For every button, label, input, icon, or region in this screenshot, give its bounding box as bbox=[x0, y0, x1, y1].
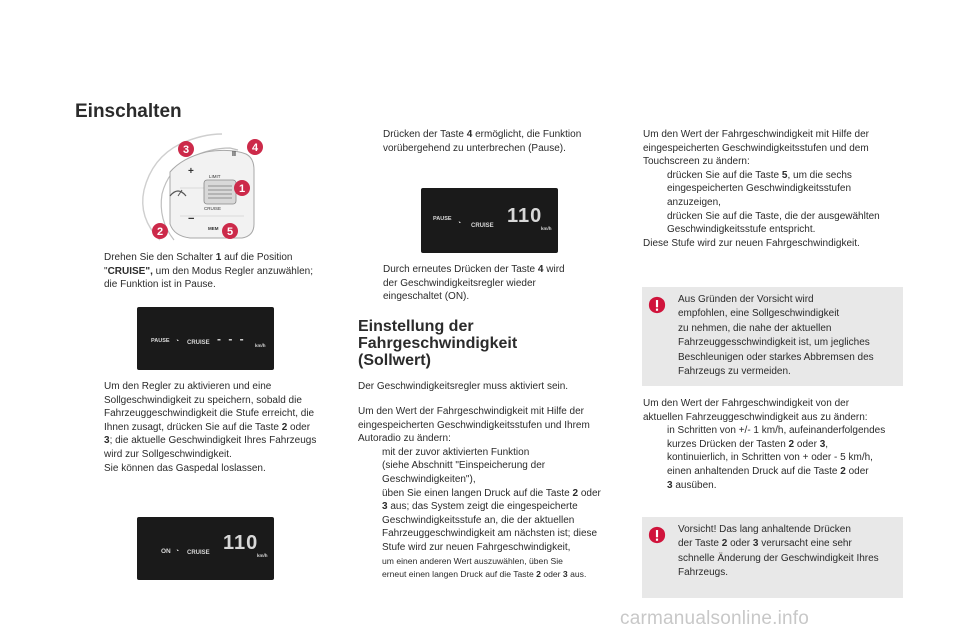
display-unit: km/h bbox=[257, 553, 268, 558]
col2-paragraph-2: Um den Wert der Fahrgeschwindigkeit mit Hilfe der eingespeicherten Geschwindigkeitsstufen und Ihrem Autoradio zu ändern: mit der zuvor aktivierten Funktion (siehe Abschnitt "Einspeicherung der Geschwindigkeiten"), üben Sie einen langen Druck auf die Taste 2 oder 3 aus; das System zeigt die eingespeicherte Geschwindigkeitsstufe an, die der aktuellen Fahrzeuggeschwindigkeit am nächsten ist; diese Stufe wird zur neuen Fahrgeschwindigkeit, um einen anderen Wert auszuwählen, üben Sie erneut einen langen Druck auf die Taste 2 oder 3 aus. bbox=[358, 405, 633, 582]
svg-text:1: 1 bbox=[238, 183, 246, 195]
col1-bullet-1 bbox=[80, 251, 342, 292]
watermark: carmanualsonline.info bbox=[620, 608, 810, 629]
display-cruise-text: CRUISE bbox=[187, 340, 210, 346]
display-pause-text: PAUSE bbox=[433, 216, 452, 222]
display-unit: km/h bbox=[255, 343, 266, 348]
badge-3 bbox=[178, 141, 194, 157]
pause-label: II bbox=[232, 151, 236, 158]
display-speed-value: 110 bbox=[507, 205, 543, 227]
display-cruise-text: CRUISE bbox=[471, 223, 494, 229]
list-item: mit der zuvor aktivierten Funktion (siehe Abschnitt "Einspeicherung der Geschwindigkeiten"), bbox=[382, 446, 546, 485]
cruise-display-pause-dashes bbox=[137, 307, 274, 370]
svg-text:5: 5 bbox=[226, 226, 234, 238]
speedometer-icon: ◔ bbox=[175, 548, 180, 555]
warning-text: Vorsicht! Das lang anhaltende Drücken der Taste 2 oder 3 verursacht eine sehr schnelle Änderung der Geschwindigkeit Ihres Fahrzeugs. bbox=[678, 524, 879, 579]
section-title-einstellung: Einstellung der Fahrgeschwindigkeit (Sollwert) bbox=[358, 318, 518, 369]
section-title-einschalten: Einschalten bbox=[75, 101, 182, 122]
badge-1 bbox=[234, 180, 250, 196]
list-item: üben Sie einen langen Druck auf die Taste 2 oder 3 aus; das System zeigt die eingespeicherte Geschwindigkeitsstufe an, die der aktuellen Fahrzeuggeschwindigkeit am nächsten ist; diese Stufe wird zur neuen Fahrgeschwindigkeit, bbox=[382, 487, 601, 553]
warning-text: Aus Gründen der Vorsicht wird empfohlen, eine Sollgeschwindigkeit zu nehmen, die nahe der aktuellen Fahrzeuggesschwindigkeit ist, um jegliches Beschleunigen oder starkes Abbremsen des Fahrzeugs zu vermeiden. bbox=[678, 294, 874, 378]
display-unit: km/h bbox=[541, 226, 552, 231]
list-item: Drehen Sie den Schalter 1 auf die Position "CRUISE", um den Modus Regler anzuwählen; die Funktion ist in Pause. bbox=[104, 252, 313, 291]
display-speed-value: 110 bbox=[223, 532, 259, 554]
col3-paragraph-2: Um den Wert der Fahrgeschwindigkeit von der aktuellen Fahrzeuggeschwindigkeit aus zu ändern: in Schritten von +/- 1 km/h, aufeinanderfolgendes kurzes Drücken der Tasten 2 oder 3, kontinuierlich, in Schritten von + oder - 5 km/h, einen anhaltenden Druck auf die Taste 2 oder 3 ausüben. bbox=[643, 397, 918, 492]
mem-label: MEM bbox=[208, 226, 219, 231]
list-item: Drücken der Taste 4 ermöglicht, die Funktion vorübergehend zu unterbrechen (Pause). bbox=[383, 129, 582, 154]
warning-box-caution bbox=[642, 287, 903, 386]
list-item: drücken Sie auf die Taste, die der ausgewählten Geschwindigkeitsstufe entspricht. bbox=[667, 210, 880, 236]
col2-bullet-1 bbox=[359, 128, 629, 155]
display-on-text: ON bbox=[161, 548, 171, 555]
speedometer-icon: ◔ bbox=[175, 338, 180, 345]
warning-box-vorsicht bbox=[642, 517, 903, 598]
col1-bullet-2 bbox=[80, 380, 352, 475]
col2-paragraph-1: Der Geschwindigkeitsregler muss aktiviert sein. bbox=[358, 381, 569, 392]
display-cruise-text: CRUISE bbox=[187, 550, 210, 556]
plus-label: + bbox=[188, 166, 194, 177]
warning-exclamation-icon bbox=[648, 526, 666, 544]
display-speed-value: - - - bbox=[217, 332, 246, 346]
warning-exclamation-icon bbox=[648, 296, 666, 314]
steering-wheel-controls-illustration bbox=[130, 128, 278, 246]
list-item: drücken Sie auf die Taste 5, um die sechs eingespeicherten Geschwindigkeitsstufen anzuzeigen, bbox=[667, 169, 852, 208]
badge-4 bbox=[247, 139, 263, 155]
col2-bullet-2 bbox=[359, 263, 629, 304]
badge-5 bbox=[222, 223, 238, 239]
list-item: um einen anderen Wert auszuwählen, üben Sie erneut einen langen Druck auf die Taste 2 oder 3 aus. bbox=[382, 555, 587, 580]
list-item: Durch erneutes Drücken der Taste 4 wird der Geschwindigkeitsregler wieder eingeschaltet (ON). bbox=[383, 264, 565, 303]
cruise-label: CRUISE bbox=[204, 206, 222, 211]
cruise-display-on-110 bbox=[137, 517, 274, 580]
list-item: kontinuierlich, in Schritten von + oder - 5 km/h, einen anhaltenden Druck auf die Taste 2 oder 3 ausüben. bbox=[667, 452, 873, 491]
svg-text:3: 3 bbox=[182, 144, 190, 156]
svg-text:2: 2 bbox=[156, 226, 164, 238]
minus-label: − bbox=[188, 213, 195, 225]
badge-2 bbox=[152, 223, 168, 239]
col3-paragraph-1: Um den Wert der Fahrgeschwindigkeit mit Hilfe der eingespeicherten Geschwindigkeitsstufen und dem Touchscreen zu ändern: drücken Sie auf die Taste 5, um die sechs eingespeicherten Geschwindigkeitsstufen anzuzeigen, drücken Sie auf die Taste, die der ausgewählten Geschwindigkeitsstufe entspricht. Diese Stufe wird zur neuen Fahrgeschwindigkeit. bbox=[643, 128, 913, 250]
cruise-display-pause-110 bbox=[421, 188, 558, 253]
list-item: in Schritten von +/- 1 km/h, aufeinanderfolgendes kurzes Drücken der Tasten 2 oder 3, bbox=[667, 425, 886, 450]
svg-text:4: 4 bbox=[251, 142, 259, 154]
speedometer-icon: ◔ bbox=[457, 220, 462, 227]
display-pause-text: PAUSE bbox=[151, 338, 170, 344]
list-item: Um den Regler zu aktivieren und eine Sollgeschwindigkeit zu speichern, sobald die Fahrzeuggeschwindigkeit die Stufe erreicht, die Ihnen zusagt, drücken Sie auf die Taste 2 oder 3; die aktuelle Geschwindigkeit Ihres Fahrzeugs wird zur Sollgeschwindigkeit. Sie können das Gaspedal loslassen. bbox=[104, 381, 317, 474]
limit-label: LIMIT bbox=[209, 174, 221, 179]
